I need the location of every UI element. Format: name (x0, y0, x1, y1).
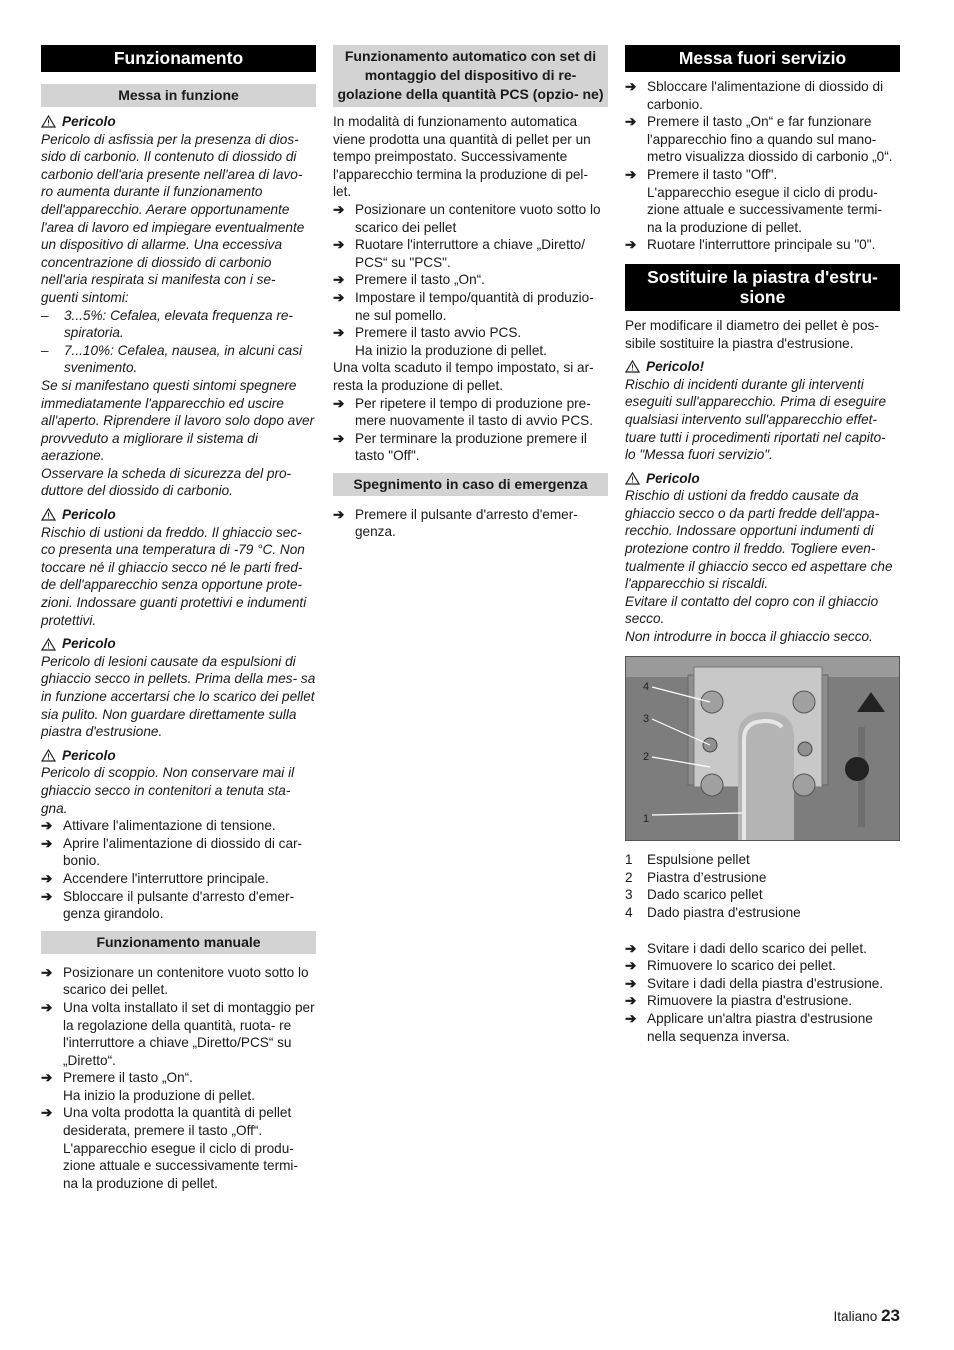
paragraph: Una volta scaduto il tempo impostato, si ar- resta la produzione di pellet. (333, 360, 594, 393)
arrow-icon: ➔ (41, 964, 53, 980)
page-footer (833, 1307, 900, 1326)
arrow-icon: ➔ (333, 272, 345, 288)
step-item (625, 166, 900, 184)
legend-text: Espulsione pellet (647, 852, 750, 868)
warning-label: Pericolo (62, 507, 116, 523)
step-item (41, 1104, 316, 1139)
step-item (333, 324, 608, 342)
arrow-icon: ➔ (625, 1010, 637, 1026)
step-text: Premere il pulsante d'arresto d'emer- genza. (355, 506, 578, 540)
step-text: Rimuovere lo scarico dei pellet. (647, 958, 836, 974)
warning-heading (625, 358, 900, 376)
arrow-icon: ➔ (625, 79, 637, 94)
legend-item (625, 851, 900, 869)
arrow-icon: ➔ (625, 166, 637, 182)
step-text: Per terminare la produzione premere il tasto "Off". (355, 430, 587, 464)
subsection-spegnimento-emergenza: Spegnimento in caso di emergenza (333, 473, 608, 496)
warning-text: Rischio di incidenti durante gli interventi eseguiti sull'apparecchio. Prima di eseguire qualsiasi intervento sull'apparecchio effet- tuare tutti i procedimenti riportati nel capito- lo "Messa fuori servizio". (625, 376, 887, 463)
step-text: Ruotare l'interruttore a chiave „Diretto/ PCS“ su "PCS". (355, 237, 586, 270)
step-note: L'apparecchio esegue il ciclo di produ- zione attuale e successivamente termi- na la produzione di pellet. (63, 1140, 298, 1191)
step-item (625, 957, 900, 975)
column-right (625, 45, 900, 1045)
step-text: Rimuovere la piastra d'estrusione. (647, 993, 853, 1009)
arrow-icon: ➔ (333, 430, 345, 446)
warning-text: Osservare la scheda di sicurezza del pro- duttore del diossido di carbonio. (41, 465, 292, 499)
legend-item (625, 869, 900, 887)
arrow-icon: ➔ (625, 114, 637, 130)
step-item (625, 113, 900, 166)
list-item: – 3...5%: Cefalea, elevata frequenza re- spiratoria. (41, 307, 316, 342)
legend-text: Dado scarico pellet (647, 887, 763, 903)
step-item (625, 992, 900, 1010)
arrow-icon: ➔ (625, 940, 637, 956)
section-title-sostituire-piastra: Sostituire la piastra d'estru- sione (625, 264, 900, 311)
arrow-icon: ➔ (625, 958, 637, 974)
legend-number: 1 (625, 852, 633, 868)
step-text: Per ripetere il tempo di produzione pre- mere nuovamente il tasto di avvio PCS. (355, 395, 594, 429)
legend-text: Dado piastra d'estrusione (647, 905, 801, 920)
warning-text: Pericolo di lesioni causate da espulsioni di ghiaccio secco in pellets. Prima della mes- sa in funzione accertarsi che lo scarico dei pellet sia pulito. Non guardare direttamente sulla piastra d'estrusione. (41, 653, 316, 740)
step-text: Premere il tasto „On“ e far funzionare l'apparecchio fino a quando sul mano- metro visualizza diossido di carbonio „0“. (647, 114, 893, 165)
section-title-automatico: Funzionamento automatico con set di montaggio del dispositivo di re- golazione della quantità PCS (opzio- ne) (333, 45, 608, 107)
step-item (333, 201, 608, 236)
step-text: Una volta prodotta la quantità di pellet desiderata, premere il tasto „Off“. (63, 1105, 292, 1139)
step-text: Ruotare l'interruttore principale su "0". (647, 237, 876, 253)
step-text: Impostare il tempo/quantità di produzio- ne sul pomello. (355, 289, 594, 323)
warning-heading (41, 506, 316, 524)
photo-callout-2: 2 (643, 750, 650, 763)
legend-number: 2 (625, 869, 633, 885)
column-left (41, 45, 316, 1192)
arrow-icon: ➔ (625, 237, 637, 253)
step-item (41, 1069, 316, 1087)
step-item (333, 236, 608, 271)
arrow-icon: ➔ (333, 395, 345, 411)
warning-triangle-icon (625, 360, 640, 373)
photo-callout-3: 3 (643, 712, 650, 725)
step-item (625, 1010, 900, 1045)
page-number: 23 (881, 1306, 900, 1325)
warning-text: Rischio di ustioni da freddo causate da ghiaccio secco o da parti fredde dell'appa- recchio. Indossare opportuni indumenti di protezione contro il freddo. Togliere even- tualmente il ghiaccio secco ed aspettare che l'apparecchio si riscaldi. (625, 488, 893, 592)
list-item-text: 3...5%: Cefalea, elevata frequenza re- spiratoria. (64, 307, 293, 341)
warning-label: Pericolo (62, 636, 116, 652)
legend-number: 4 (625, 905, 633, 920)
warning-triangle-icon (41, 638, 56, 651)
step-text: Svitare i dadi della piastra d'estrusione. (647, 975, 884, 991)
warning-text: Non introdurre in bocca il ghiaccio secco. (625, 629, 873, 645)
warning-heading (41, 747, 316, 765)
list-item: – 7...10%: Cefalea, nausea, in alcuni casi svenimento. (41, 342, 316, 377)
arrow-icon: ➔ (333, 201, 345, 217)
step-text: Posizionare un contenitore vuoto sotto lo scarico dei pellet (355, 201, 601, 235)
arrow-icon: ➔ (41, 888, 53, 904)
extrusion-plate-photo (625, 656, 900, 841)
warning-text: Se si manifestano questi sintomi spegnere immediatamente l'apparecchio ed uscire all'aperto. Riprendere il lavoro solo dopo aver provveduto a migliorare il sistema di aerazione. (41, 377, 315, 464)
arrow-icon: ➔ (41, 1105, 53, 1121)
step-item (333, 395, 608, 430)
legend-number: 3 (625, 887, 633, 903)
step-list (625, 940, 900, 1046)
legend-item (625, 904, 900, 922)
step-item (41, 999, 316, 1069)
arrow-icon: ➔ (625, 975, 637, 991)
step-note: L'apparecchio esegue il ciclo di produ- zione attuale e successivamente termi- na la produzione di pellet. (647, 184, 882, 235)
step-item (625, 236, 900, 254)
warning-label: Pericolo (646, 470, 700, 486)
step-text: Accendere l'interruttore principale. (63, 870, 269, 886)
step-text: Posizionare un contenitore vuoto sotto lo scarico dei pellet. (63, 964, 309, 998)
step-item (41, 888, 316, 923)
step-note: Ha inizio la produzione di pellet. (355, 342, 547, 358)
warning-heading (41, 635, 316, 653)
step-text: Premere il tasto "Off". (647, 166, 778, 182)
paragraph: Per modificare il diametro dei pellet è pos- sibile sostituire la piastra d'estrusione. (625, 317, 879, 351)
step-text: Svitare i dadi dello scarico dei pellet. (647, 940, 867, 956)
column-middle (333, 45, 608, 541)
warning-text: Evitare il contatto del copro con il ghiaccio secco. (625, 593, 879, 627)
step-item (333, 289, 608, 324)
footer-language: Italiano (833, 1309, 878, 1324)
step-text: Premere il tasto avvio PCS. (355, 325, 522, 341)
section-title-funzionamento: Funzionamento (41, 45, 316, 72)
arrow-icon: ➔ (41, 835, 53, 851)
step-text: Premere il tasto „On“. (355, 272, 485, 288)
warning-triangle-icon (41, 749, 56, 762)
warning-text: Pericolo di scoppio. Non conservare mai il ghiaccio secco in contenitori a tenuta sta- gna. (41, 765, 295, 816)
warning-heading (625, 470, 900, 488)
step-text: Applicare un'altra piastra d'estrusione nella sequenza inversa. (647, 1010, 873, 1044)
paragraph: In modalità di funzionamento automatica viene prodotta una quantità di pellet per un tempo preimpostato. Successivamente l'apparecchio termina la produzione di pel- let. (333, 114, 591, 200)
warning-triangle-icon (625, 472, 640, 485)
legend-item (625, 886, 900, 904)
step-item (625, 78, 900, 113)
step-item (333, 506, 608, 541)
arrow-icon: ➔ (625, 993, 637, 1009)
subsection-messa-in-funzione: Messa in funzione (41, 84, 316, 107)
step-item (333, 271, 608, 289)
arrow-icon: ➔ (41, 1070, 53, 1086)
step-text: Aprire l'alimentazione di diossido di car- bonio. (63, 835, 303, 869)
step-item (41, 964, 316, 999)
arrow-icon: ➔ (41, 999, 53, 1015)
step-item (41, 870, 316, 888)
step-text: Premere il tasto „On“. (63, 1070, 193, 1086)
arrow-icon: ➔ (333, 325, 345, 341)
step-text: Una volta installato il set di montaggio per la regolazione della quantità, ruota- re l'interruttore a chiave „Diretto/PCS“ su „Diretto“. (63, 999, 315, 1068)
step-item (333, 430, 608, 465)
step-text: Attivare l'alimentazione di tensione. (63, 818, 276, 834)
step-item (625, 940, 900, 958)
legend-list (625, 851, 900, 921)
warning-label: Pericolo (62, 747, 116, 763)
legend-text: Piastra d’estrusione (647, 869, 767, 885)
arrow-icon: ➔ (333, 237, 345, 253)
list-item-text: 7...10%: Cefalea, nausea, in alcuni casi svenimento. (64, 342, 303, 376)
subsection-funzionamento-manuale: Funzionamento manuale (41, 931, 316, 954)
step-text: Sbloccare l'alimentazione di diossido di carbonio. (647, 79, 884, 112)
warning-text: Rischio di ustioni da freddo. Il ghiaccio sec- co presenta una temperatura di -79 °C. Non toccare né il ghiaccio secco né le parti fred- de dell'apparecchio senza opportune prote- zioni. Indossare guanti protettivi e indumenti protettivi. (41, 524, 307, 628)
step-item (41, 835, 316, 870)
step-item (625, 975, 900, 993)
section-title-messa-fuori-servizio: Messa fuori servizio (625, 45, 900, 72)
step-item (41, 817, 316, 835)
photo-callout-1: 1 (643, 812, 650, 825)
photo-callout-4: 4 (643, 680, 650, 693)
step-text: Sbloccare il pulsante d'arresto d'emer- genza girandolo. (63, 888, 295, 922)
arrow-icon: ➔ (41, 818, 53, 834)
arrow-icon: ➔ (41, 870, 53, 886)
warning-label: Pericolo (62, 114, 116, 129)
warning-label: Pericolo! (646, 359, 705, 375)
warning-triangle-icon (41, 508, 56, 521)
warning-heading (41, 113, 316, 131)
warning-text: Pericolo di asfissia per la presenza di dios- sido di carbonio. Il contenuto di diossido di carbonio dell'aria presente nell'area di lavo- ro aumenta durante il funzionamento dell'apparecchio. Aerare opportunamente l'area di lavoro ed impiegare eventualmente un dispositivo di allarme. Una eccessiva concentrazione di diossido di carbonio nell'aria respirata si manifesta con i se- guenti sintomi: (41, 131, 305, 305)
warning-triangle-icon (41, 115, 56, 128)
step-note: Ha inizio la produzione di pellet. (63, 1087, 255, 1103)
arrow-icon: ➔ (333, 289, 345, 305)
arrow-icon: ➔ (333, 506, 345, 522)
